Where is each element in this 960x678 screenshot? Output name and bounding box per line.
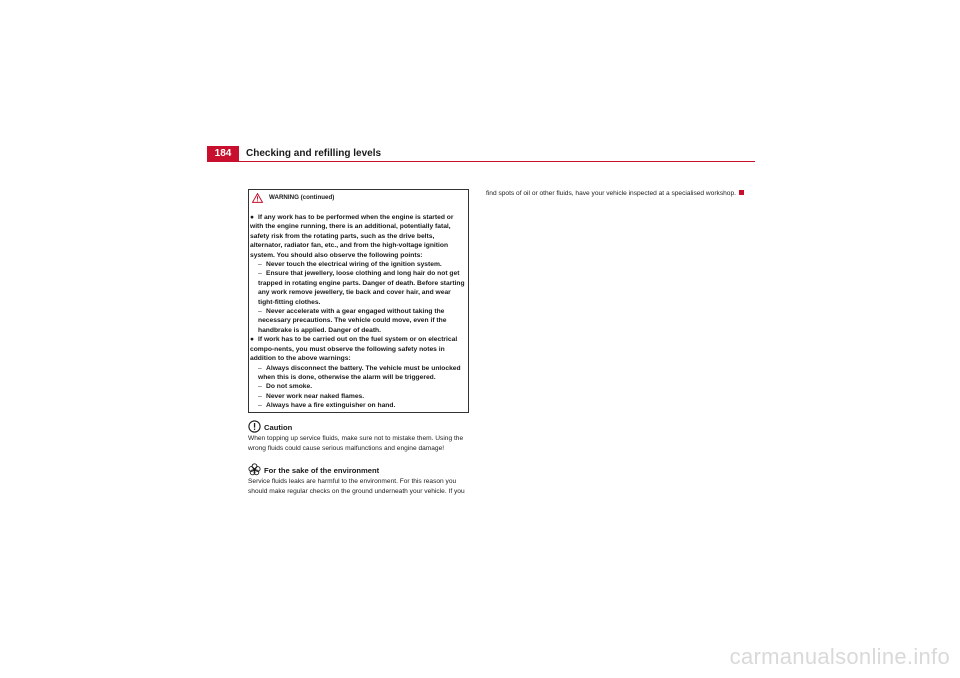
warning-header	[250, 192, 465, 204]
caution-section	[248, 420, 473, 453]
bullet-text: If any work has to be performed when the engine is started or with the engine running, there is an additional, potentially fatal, safety risk from the rotating parts, such as the drive belts, alternator, radiator fan, etc., and from the high-voltage ignition system. You should also observe the following points:	[250, 214, 454, 259]
list-item: – Never accelerate with a gear engaged without taking the necessary precautions. The vehicle could move, even if the handbrake is applied. Danger of death.	[258, 308, 447, 334]
continued-paragraph: find spots of oil or other fluids, have your vehicle inspected at a specialised workshop.	[486, 190, 736, 197]
list-item: – Always disconnect the battery. The vehicle must be unlocked when this is done, otherwise the alarm will be triggered.	[258, 364, 461, 381]
environment-heading: For the sake of the environment	[264, 466, 380, 475]
warning-box	[248, 189, 469, 413]
header-divider	[207, 161, 755, 162]
warning-heading: WARNING (continued)	[269, 194, 335, 202]
warning-triangle-icon	[252, 193, 263, 203]
environment-flower-icon	[248, 463, 261, 476]
environment-body: Service fluids leaks are harmful to the environment. For this reason you should make regular checks on the ground underneath your vehicle. If you	[248, 478, 465, 495]
caution-heading: Caution	[264, 423, 293, 432]
section-end-marker	[739, 190, 744, 195]
list-item: – Never work near naked flames.	[258, 392, 365, 400]
bullet-text: If work has to be carried out on the fuel system or on electrical compo-nents, you must observe the following safety notes in addition to the above warnings:	[250, 336, 458, 363]
sub-item-text: Always have a fire extinguisher on hand.	[266, 402, 396, 410]
sub-item-text: Never work near naked flames.	[266, 392, 365, 400]
page-number: 184	[207, 146, 239, 161]
right-column-text	[486, 189, 746, 199]
list-item: – Ensure that jewellery, loose clothing and long hair do not get trapped in rotating engine parts. Danger of death. Before starting any work remove jewellery, tie back and cover hair, and wear tight-fitting clothes.	[258, 270, 465, 306]
sub-item-text: Do not smoke.	[266, 383, 313, 391]
page-title: Checking and refilling levels	[246, 148, 382, 159]
list-item: ● If work has to be carried out on the fuel system or on electrical compo-nents, you must observe the following safety notes in addition to the above warnings:	[250, 336, 458, 363]
list-item: – Never touch the electrical wiring of the ignition system.	[258, 261, 442, 269]
caution-exclamation-icon	[248, 420, 261, 433]
sub-item-text: Always disconnect the battery. The vehicle must be unlocked when this is done, otherwise the alarm will be triggered.	[258, 364, 461, 381]
list-item: – Do not smoke.	[258, 383, 313, 391]
environment-header	[248, 463, 473, 476]
sub-item-text: Never accelerate with a gear engaged without taking the necessary precautions. The vehicle could move, even if the handbrake is applied. Danger of death.	[258, 308, 447, 334]
caution-header	[248, 420, 473, 433]
caution-body: When topping up service fluids, make sure not to mistake them. Using the wrong fluids could cause serious malfunctions and engine damage!	[248, 435, 464, 452]
environment-section	[248, 463, 473, 496]
list-item: – Always have a fire extinguisher on hand.	[258, 402, 396, 410]
sub-item-text: Never touch the electrical wiring of the ignition system.	[266, 261, 442, 269]
list-item: ● If any work has to be performed when the engine is started or with the engine running, there is an additional, potentially fatal, safety risk from the rotating parts, such as the drive belts, alternator, radiator fan, etc., and from the high-voltage ignition system. You should also observe the following points:	[250, 214, 454, 259]
watermark: carmanualsonline.info	[729, 644, 950, 669]
sub-item-text: Ensure that jewellery, loose clothing and long hair do not get trapped in rotating engine parts. Danger of death. Before starting any work remove jewellery, tie back and cover hair, and wear tight-fitting clothes.	[258, 270, 465, 306]
